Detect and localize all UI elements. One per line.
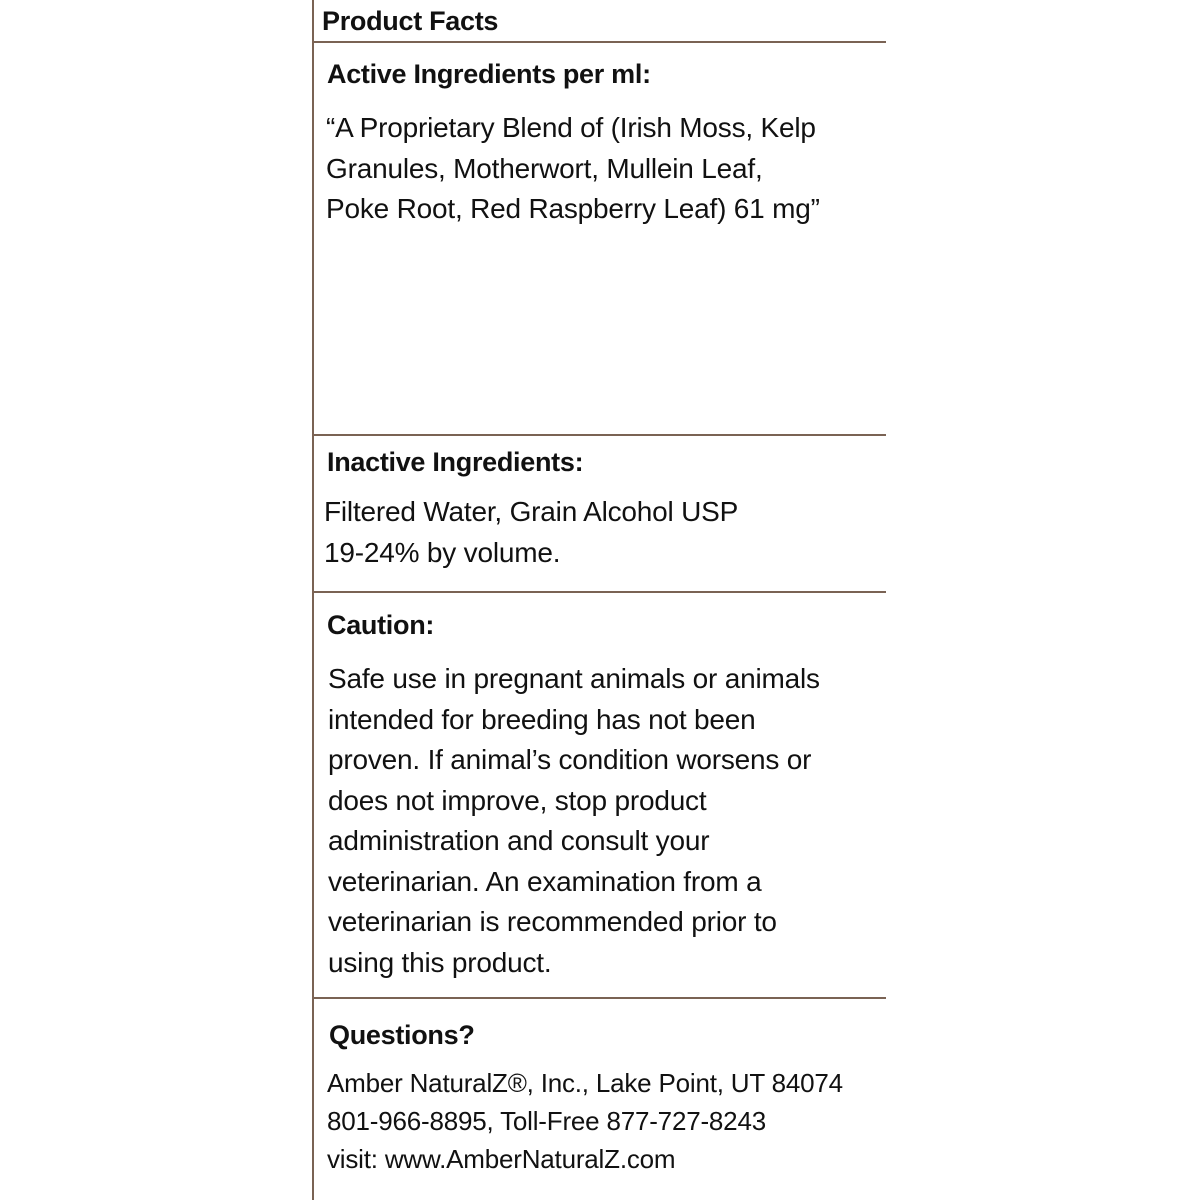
active-ingredients-text xyxy=(326,108,820,230)
text-line: veterinarian. An examination from a xyxy=(328,865,762,897)
text-line: “A Proprietary Blend of (Irish Moss, Kelp xyxy=(326,112,816,143)
text-line: Granules, Motherwort, Mullein Leaf, xyxy=(326,152,763,184)
left-border xyxy=(312,0,314,1200)
text-line: using this product. xyxy=(328,946,552,978)
phone-numbers: 801-966-8895, Toll-Free 877-727-8243 xyxy=(327,1106,766,1136)
text-line: does not improve, stop product xyxy=(328,784,707,816)
text-line: administration and consult your xyxy=(328,825,710,856)
text-line: 19-24% by volume. xyxy=(324,536,561,568)
text-line: Poke Root, Red Raspberry Leaf) 61 mg” xyxy=(326,193,820,224)
caution-text xyxy=(328,659,820,983)
text-line: intended for breeding has not been xyxy=(328,703,756,735)
divider xyxy=(312,997,886,999)
text-line: Safe use in pregnant animals or animals xyxy=(328,663,820,694)
text-line: proven. If animal’s condition worsens or xyxy=(328,744,812,775)
questions-heading: Questions? xyxy=(329,1020,475,1050)
divider xyxy=(312,591,886,593)
company-address: Amber NaturalZ®, Inc., Lake Point, UT 84074 xyxy=(327,1068,843,1098)
text-line: veterinarian is recommended prior to xyxy=(328,906,777,937)
contact-info xyxy=(327,1064,843,1178)
inactive-ingredients-heading: Inactive Ingredients: xyxy=(327,447,584,477)
active-ingredients-heading: Active Ingredients per ml: xyxy=(327,59,651,89)
website-text: visit: www.AmberNaturalZ.com xyxy=(327,1144,676,1174)
text-line: Filtered Water, Grain Alcohol USP xyxy=(324,496,739,527)
divider xyxy=(312,41,886,43)
page-title: Product Facts xyxy=(322,6,499,36)
divider xyxy=(312,434,886,436)
caution-heading: Caution: xyxy=(327,610,435,640)
inactive-ingredients-text xyxy=(324,492,738,573)
